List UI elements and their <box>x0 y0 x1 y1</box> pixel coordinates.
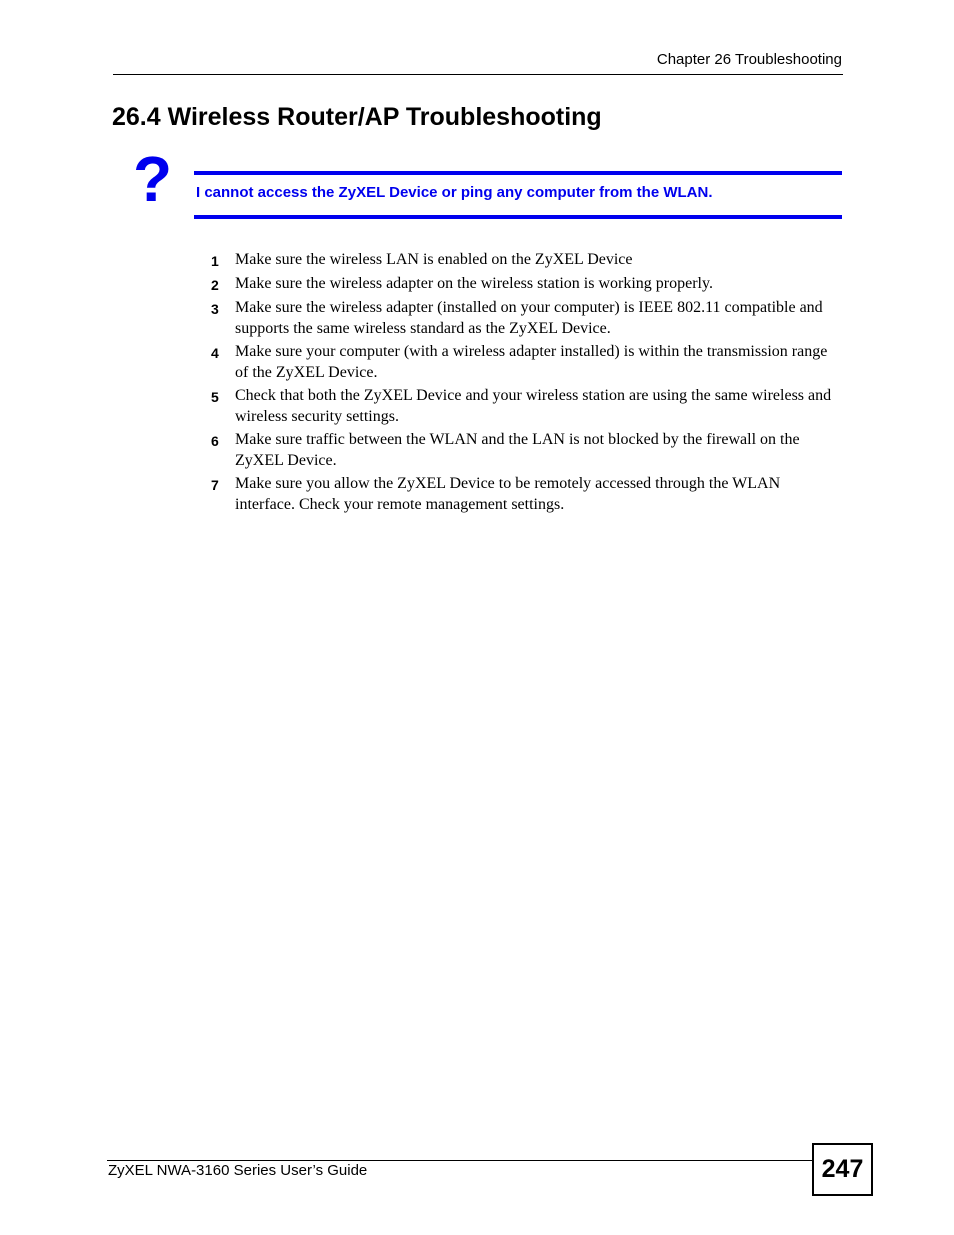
step-text: Make sure traffic between the WLAN and the LAN is not blocked by the firewall on the ZyXEL Device. <box>235 431 800 469</box>
question-bottom-bar <box>194 215 842 219</box>
step-text: Make sure you allow the ZyXEL Device to be remotely accessed through the WLAN interface. Check your remote management settings. <box>235 475 781 513</box>
step-text: Check that both the ZyXEL Device and your wireless station are using the same wireless and wireless security settings. <box>235 387 832 425</box>
step-text: Make sure the wireless adapter (installed on your computer) is IEEE 802.11 compatible and supports the same wireless standard as the ZyXEL Device. <box>235 299 823 337</box>
question-text: I cannot access the ZyXEL Device or ping any computer from the WLAN. <box>196 184 713 201</box>
header-divider <box>113 74 843 75</box>
footer-divider <box>107 1160 812 1161</box>
list-item <box>211 430 843 471</box>
step-number: 5 <box>211 389 219 405</box>
list-item <box>211 274 843 295</box>
running-header: Chapter 26 Troubleshooting <box>656 51 842 68</box>
step-number: 3 <box>211 301 219 317</box>
list-item <box>211 474 843 515</box>
step-number: 2 <box>211 277 219 293</box>
step-number: 6 <box>211 433 219 449</box>
step-text: Make sure the wireless LAN is enabled on the ZyXEL Device <box>235 251 633 268</box>
list-item <box>211 386 843 427</box>
question-top-bar <box>194 171 842 175</box>
section-title: 26.4 Wireless Router/AP Troubleshooting <box>112 103 602 131</box>
footer-guide-title: ZyXEL NWA-3160 Series User’s Guide <box>108 1162 368 1179</box>
step-text: Make sure the wireless adapter on the wireless station is working properly. <box>235 275 713 292</box>
list-item <box>211 298 843 339</box>
troubleshooting-steps <box>211 250 843 518</box>
page-number: 247 <box>812 1143 873 1196</box>
step-text: Make sure your computer (with a wireless adapter installed) is within the transmission range of the ZyXEL Device. <box>235 343 828 381</box>
list-item <box>211 342 843 383</box>
step-number: 7 <box>211 477 219 493</box>
step-number: 1 <box>211 253 219 269</box>
step-number: 4 <box>211 345 219 361</box>
list-item <box>211 250 843 271</box>
question-mark-icon: ? <box>133 143 173 215</box>
